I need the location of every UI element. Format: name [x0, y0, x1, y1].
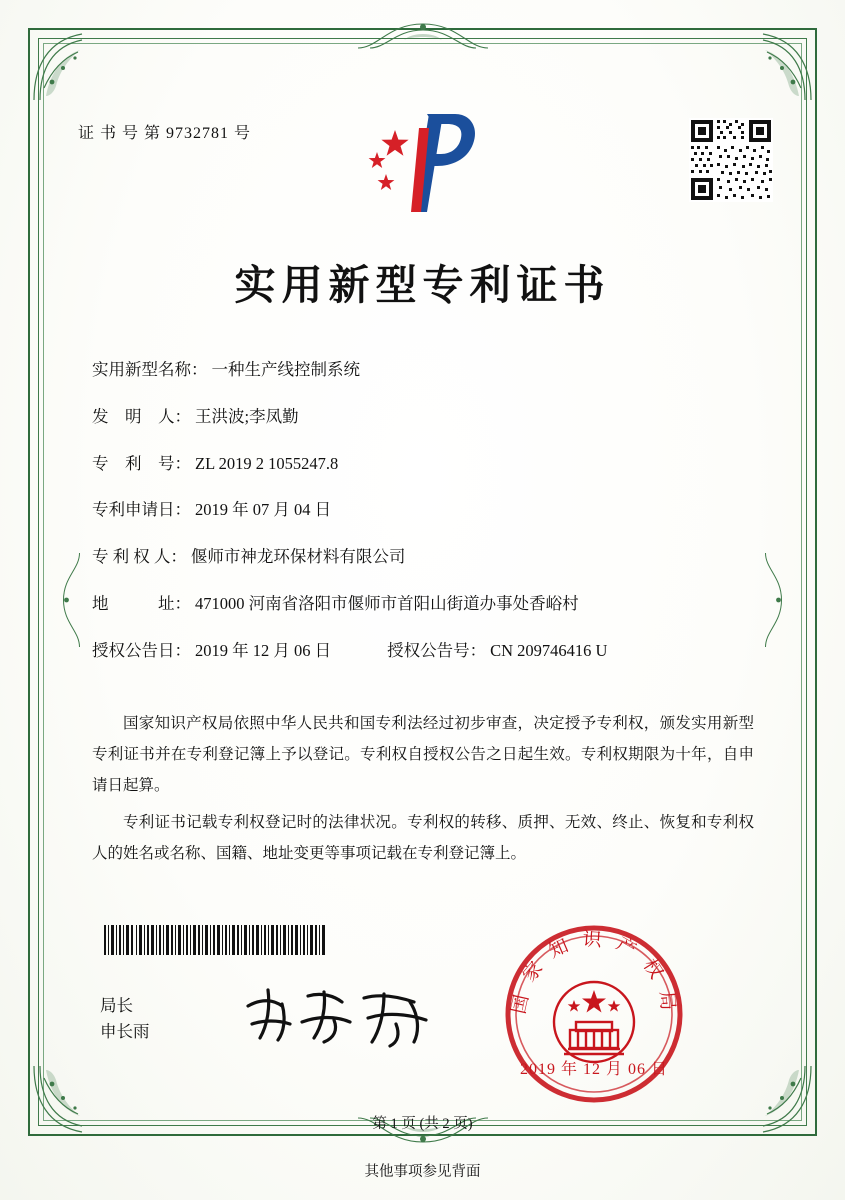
corner-ornament-icon [30, 30, 104, 104]
legal-text-block [92, 708, 754, 875]
grant-date-value: 2019 年 12 月 06 日 [195, 640, 332, 660]
field-label: 地 址： [92, 593, 191, 613]
field-label: 专利申请日： [92, 500, 191, 520]
field-value: 一种生产线控制系统 [211, 360, 360, 379]
field-value: 471000 河南省洛阳市偃师市首阳山街道办事处香峪村 [195, 593, 579, 613]
svg-text:国家知识产权局: 国家知识产权局 [507, 928, 681, 1025]
field-patent-number [92, 452, 752, 477]
grant-number-label: 授权公告号： [387, 640, 487, 660]
field-value: ZL 2019 2 1055247.8 [195, 453, 339, 473]
field-label: 专 利 权 人： [92, 547, 187, 566]
left-center-ornament-icon [58, 545, 89, 655]
legal-paragraph: 专利证书记载专利权登记时的法律状况。专利权的转移、质押、无效、终止、恢复和专利权人的姓名或名称、国籍、地址变更等事项记载在专利登记簿上。 [92, 814, 754, 862]
page-number: 第 1 页 (共 2 页) [372, 1116, 473, 1132]
field-value: 偃师市神龙环保材料有限公司 [190, 547, 406, 566]
legal-paragraph: 国家知识产权局依照中华人民共和国专利法经过初步审查，决定授予专利权，颁发实用新型专利证书并在专利登记簿上予以登记。专利权自授权公告之日起生效。专利权期限为十年，自申请日起算。 [92, 715, 754, 794]
field-grant-announcement [92, 639, 752, 664]
field-patentee [92, 545, 752, 570]
field-utility-model-name [92, 358, 752, 383]
grant-number-value: CN 209746416 U [490, 640, 608, 660]
field-inventor [92, 405, 752, 430]
corner-ornament-icon [741, 30, 815, 104]
signature-block [100, 993, 150, 1044]
qr-code-icon [689, 118, 773, 202]
field-label: 发 明 人： [92, 406, 191, 426]
official-red-seal-icon [498, 918, 690, 1110]
field-address [92, 592, 752, 617]
director-name-label: 申长雨 [100, 1021, 150, 1041]
certificate-number: 证 书 号 第 9732781 号 [78, 125, 252, 142]
field-value: 2019 年 07 月 04 日 [195, 500, 332, 520]
handwritten-signature-icon [238, 980, 448, 1050]
page-title: 实用新型专利证书 [234, 261, 611, 309]
field-label: 实用新型名称： [92, 360, 208, 379]
field-value: 王洪波;李凤勤 [195, 406, 299, 426]
footer-note: 其他事项参见背面 [364, 1164, 481, 1180]
cnipa-logo-icon [355, 108, 485, 218]
barcode-icon [104, 925, 326, 955]
grant-date-label: 授权公告日： [92, 640, 191, 660]
field-list [92, 358, 752, 685]
director-title-label: 局长 [100, 996, 133, 1015]
top-center-ornament-icon [348, 18, 498, 57]
right-center-ornament-icon [757, 545, 788, 655]
field-application-date [92, 498, 752, 523]
seal-date: 2019 年 12 月 06 日 [520, 1061, 669, 1078]
field-label: 专 利 号： [92, 453, 191, 473]
